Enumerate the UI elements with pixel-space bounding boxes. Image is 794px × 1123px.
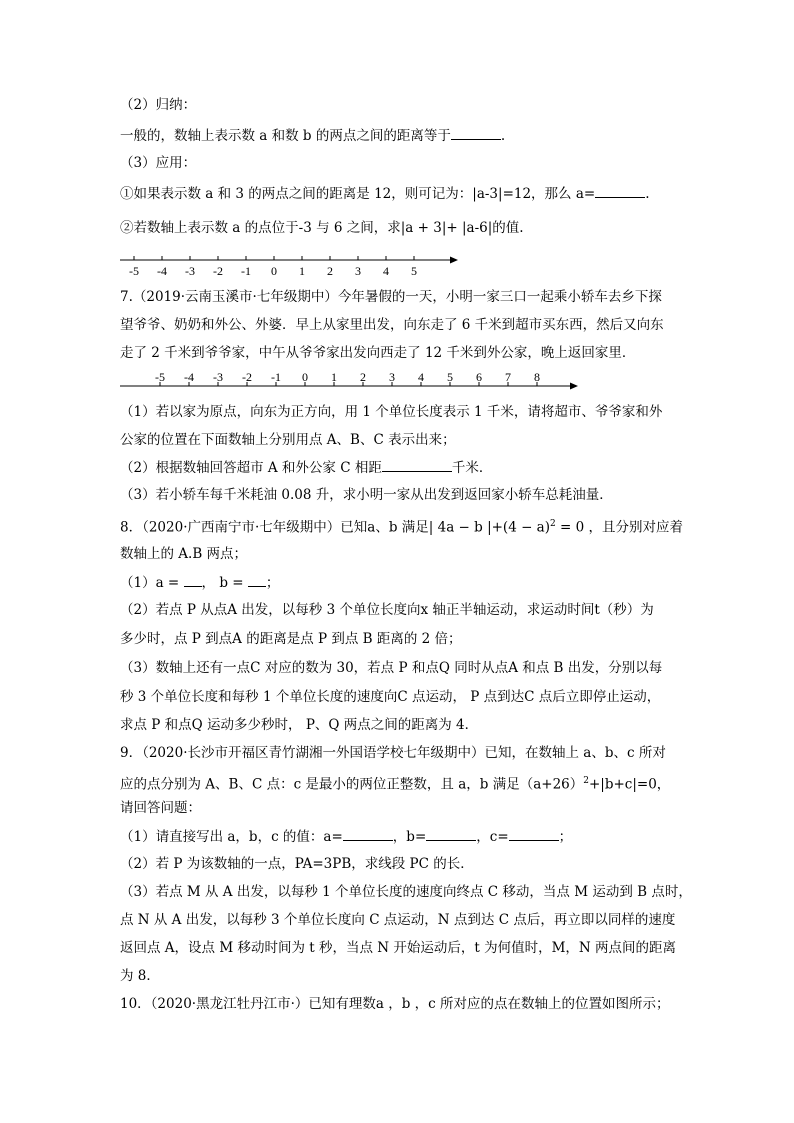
q9-sub-1: （1）请直接写出 a，b，c 的值：a= ，b= ，c= ； [120,829,573,845]
answer-blank [382,458,452,472]
q8-line-1: 8．（2020·广西南宁市·七年级期中）已知a、b 满足| 4a − b $|+(4 - a)^2 = 0$ ，且分别对应着 [120,519,684,536]
q9-sub-3b: 点 N 从 A 出发，以每秒 3 个单位长度向 C 点运动，N 点到达 C 点后，再立即以同样的速度 [120,912,676,928]
answer-blank [248,573,266,587]
tick-label: 4 [383,264,389,278]
tick-label: 1 [331,370,337,384]
q9-line-2: 应的点分别为 A、B、C 点：c 是最小的两位正整数，且 a，b 满足$(a+26)^2+|b+c|=0$， [120,776,671,793]
q9-line-1: 9．（2020·长沙市开福区青竹湖湘一外国语学校七年级期中）已知，在数轴上 a、b、c 所对 [120,745,666,761]
arrow-icon [450,257,458,264]
tick-label: 2 [360,370,366,384]
tick-label: 1 [299,264,305,278]
answer-blank [184,573,202,587]
p2-body: 一般的，数轴上表示数 a 和数 b 的两点之间的距离等于 . [120,128,506,144]
q7-sub-2: （2）根据数轴回答超市 A 和外公家 C 相距 千米． [120,460,493,476]
q7-sub-1b: 公家的位置在下面数轴上分别用点 A、B、C 表示出来； [120,432,456,448]
q8-sub-3a: （3）数轴上还有一点C 对应的数为 30，若点 P 和点Q 同时从点A 和点 B 出发，分别以每 [120,660,663,676]
q7-line-3: 走了 2 千米到爷爷家，中午从爷爷家出发向西走了 12 千米到外公家，晚上返回家里． [120,345,636,361]
q8-sub-3c: 求点 P 和点Q 运动多少秒时， P、Q 两点之间的距离为 4． [120,717,479,733]
number-line-1 [120,250,465,282]
answer-blank [426,827,476,841]
tick-label: -5 [155,370,165,384]
p2-heading: （2）归纳： [120,97,197,113]
tick-label: -2 [242,370,252,384]
q9-sub-3a: （3）若点 M 从 A 出发，以每秒 1 个单位长度的速度向终点 C 移动，当点 M 运动到 B 点时， [120,884,692,900]
p3-item-1: ①如果表示数 a 和 3 的两点之间的距离是 12，则可记为：|a-3|=12，那么 a= . [120,186,650,202]
q7-sub-1a: （1）若以家为原点，向东为正方向，用 1 个单位长度表示 1 千米，请将超市、爷爷家和外 [120,404,663,420]
q9-sub-2: （2）若 P 为该数轴的一点，PA=3PB，求线段 PC 的长． [120,856,474,872]
answer-blank [343,827,393,841]
q8-sub-2b: 多少时，点 P 到点A 的距离是点 P 到点 B 距离的 2 倍； [120,631,462,647]
tick-label: 6 [476,370,482,384]
q7-sub-3: （3）若小轿车每千米耗油 0.08 升，求小明一家从出发到返回家小轿车总耗油量． [120,487,613,503]
q9-sub-3c: 返回点 A，设点 M 移动时间为 t 秒，当点 N 开始运动后，t 为何值时，M，N 两点间的距离 [120,940,676,956]
q8-sub-1: （1）a = ， b = ； [120,575,280,591]
tick-label: -4 [184,370,194,384]
tick-label: 8 [534,370,540,384]
answer-blank [451,126,501,140]
number-line-2 [120,370,585,398]
q9-sub-3d: 为 8． [120,968,160,984]
tick-label: -1 [241,264,251,278]
tick-label: -2 [213,264,223,278]
tick-label: 0 [271,264,277,278]
q10-line-1: 10．（2020·黑龙江牡丹江市·）已知有理数a ，b ，c 所对应的点在数轴上的位置如图所示； [120,996,670,1012]
tick-label: 0 [302,370,308,384]
tick-label: 7 [505,370,511,384]
tick-label: -4 [157,264,167,278]
tick-label: 5 [411,264,417,278]
tick-label: 4 [418,370,424,384]
tick-label: -5 [129,264,139,278]
q7-line-2: 望爷爷、奶奶和外公、外婆．早上从家里出发，向东走了 6 千米到超市买东西，然后又向东 [120,317,664,333]
p3-item-2: ②若数轴上表示数 a 的点位于-3 与 6 之间，求|a + 3|+ |a-6|的值. [120,220,524,236]
tick-label: -3 [213,370,223,384]
q8-sub-3b: 秒 3 个单位长度和每秒 1 个单位长度的速度向C 点运动， P 点到达C 点后立即停止运动， [120,689,661,705]
answer-blank [595,184,645,198]
q9-line-3: 请回答问题： [120,800,201,816]
tick-label: -1 [271,370,281,384]
tick-label: 3 [389,370,395,384]
tick-label: 3 [355,264,361,278]
arrow-icon [570,383,578,390]
tick-label: -3 [185,264,195,278]
q8-line-2: 数轴上的 A.B 两点； [120,546,248,562]
tick-label: 5 [447,370,453,384]
q7-line-1: 7.（2019·云南玉溪市·七年级期中）今年暑假的一天，小明一家三口一起乘小轿车去乡下探 [120,289,662,305]
p3-heading: （3）应用： [120,155,197,171]
answer-blank [509,827,559,841]
q8-sub-2a: （2）若点 P 从点A 出发，以每秒 3 个单位长度向x 轴正半轴运动，求运动时间t（秒）为 [120,602,654,618]
tick-label: 2 [327,264,333,278]
